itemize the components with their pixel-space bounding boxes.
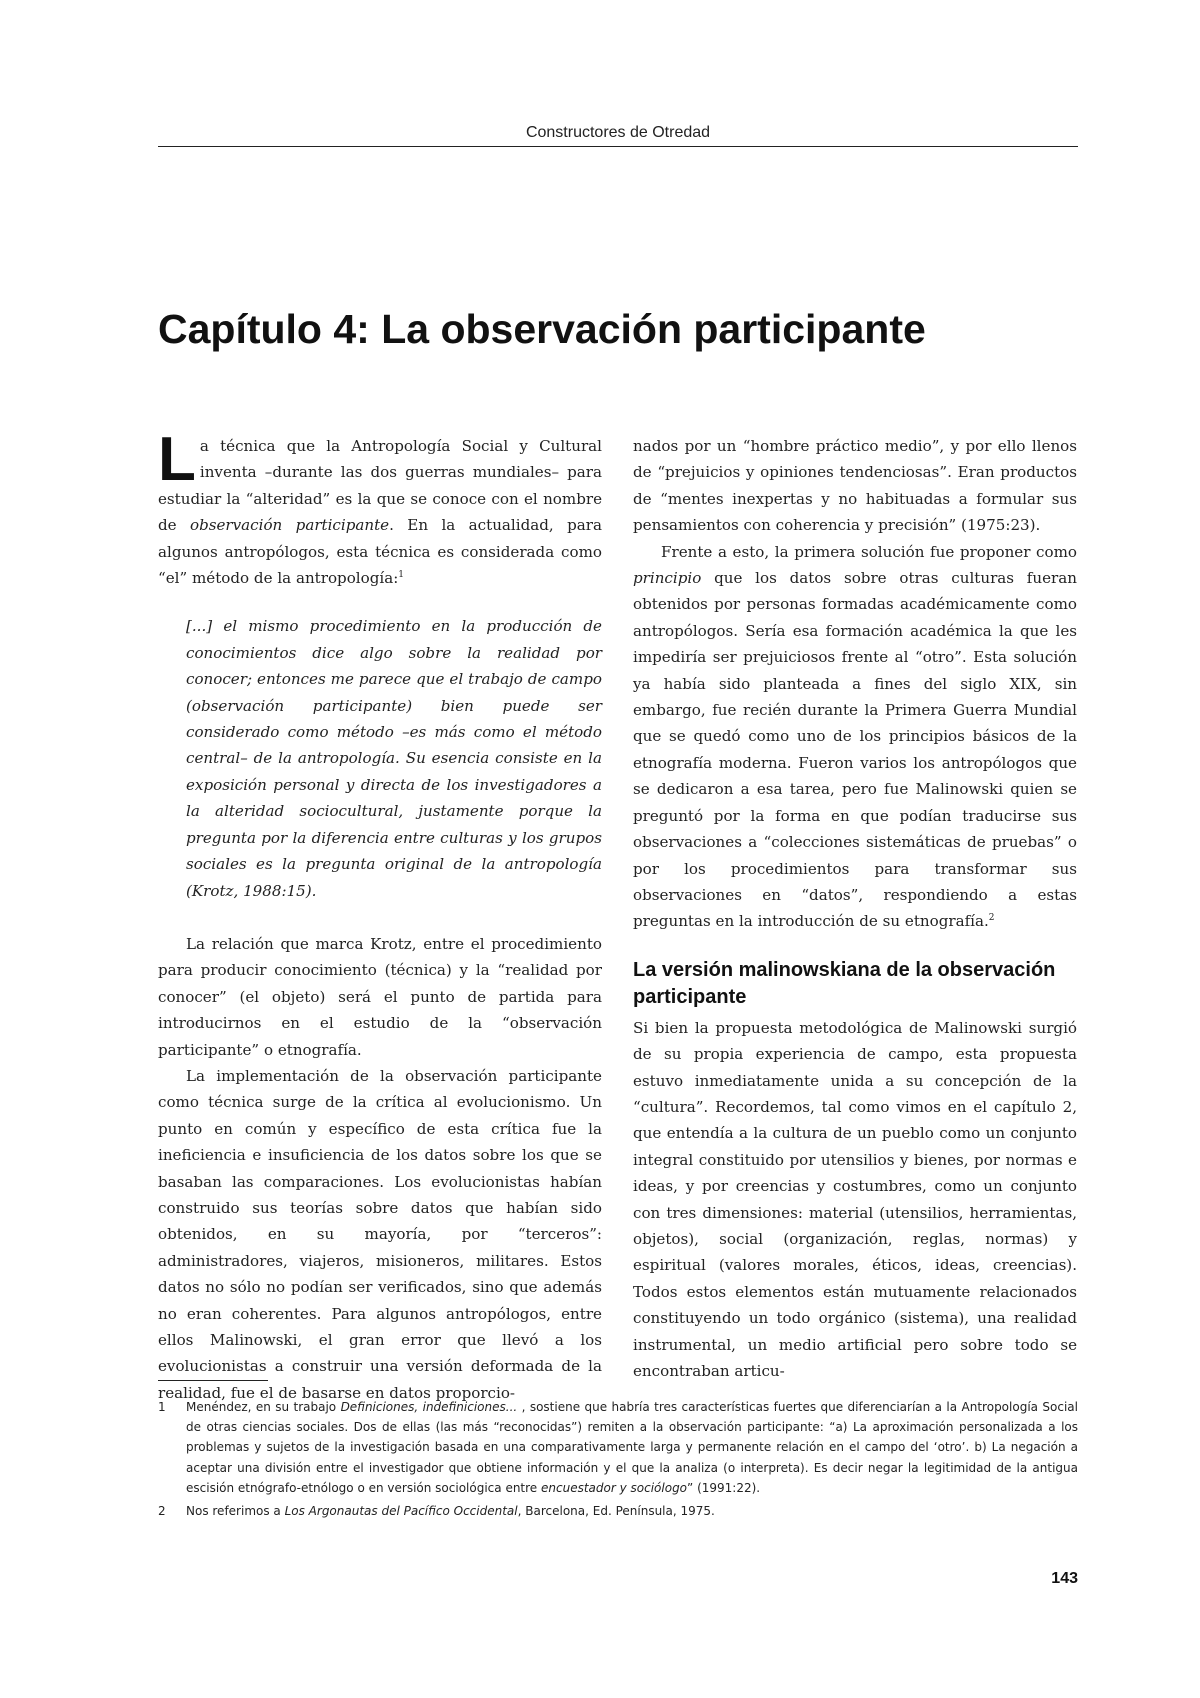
footnote-1 (158, 1397, 1078, 1498)
intro-text-a: a técnica que la Antropología Social y Cultural inventa –durante las dos guerras mundiales– para estudiar la “alteridad” es la que se conoce con el nombre de (158, 437, 602, 535)
left-column (158, 425, 602, 1406)
footnote-segment: , sostiene que habría tres características fuertes que diferenciarían a la Antropología Social de otras ciencias sociales. Dos de ellas (las más “reconocidas”) remiten a la observación participante: “a) La aproximación personalizada a los problemas y sujetos de la investigación basada en una comparativamente larga y permanente relación en el campo del ‘otro’. b) La negación a aceptar una división entre el investigador que obtiene información y el que la analiza (o interpreta). Es decir negar la legitimidad de la antigua escisión etnógrafo-etnólogo o en versión sociológica entre (186, 1400, 1078, 1495)
chapter-title: Capítulo 4: La observación participante (158, 306, 926, 352)
paragraph-krotz: La relación que marca Krotz, entre el procedimiento para producir conocimiento (técnica) y la “realidad por conocer” (el objeto) será el punto de partida para introducirnos en el estudio de la “observación participante” o etnografía. (158, 934, 602, 1059)
header-rule (158, 146, 1078, 147)
paragraph-continued: nados por un “hombre práctico medio”, y por ello llenos de “prejuicios y opiniones tendenciosas”. Eran productos de “mentes inexpertas y no habituadas a formular sus pensamientos con coherencia y precisión” (1975:23). (633, 437, 1077, 535)
footnote-text (186, 1501, 1078, 1521)
running-title: Constructores de Otredad (525, 124, 711, 141)
drop-cap: L (158, 425, 196, 494)
intro-paragraph (158, 425, 602, 591)
paragraph-cultura: Si bien la propuesta metodológica de Malinowski surgió de su propia experiencia de campo, esta propuesta estuvo inmediatamente unida a su concepción de la “cultura”. Recordemos, tal como vimos en el capítulo 2, que entendía a la cultura de un pueblo como un conjunto integral constituido por utensilios y bienes, por normas e ideas, y por creencias y costumbres, como un conjunto con tres dimensiones: material (utensilios, herramientas, objetos), social (organización, reglas, normas) y espiritual (valores morales, éticos, ideas, creencias). Todos estos elementos están mutuamente relacionados constituyendo un todo orgánico (sistema), una realidad instrumental, un medio artificial pero sobre todo se encontraban articu- (633, 1018, 1077, 1380)
footnote-ref-2[interactable]: 2 (988, 913, 995, 924)
footnote-2 (158, 1501, 1078, 1521)
block-quote: [...] el mismo procedimiento en la producción de conocimientos dice algo sobre la realidad por conocer; entonces me parece que el trabajo de campo (observación participante) bien puede ser considerado como método –es más como el método central– de la antropología. Su esencia consiste en la exposición personal y directa de los investigadores a la alteridad sociocultural, justamente porque la pregunta por la diferencia entre culturas y los grupos sociales es la pregunta original de la antropología (Krotz, 1988:15). (186, 617, 602, 900)
paragraph-evolucionismo: La implementación de la observación participante como técnica surge de la crítica al evolucionismo. Un punto en común y específico de esta crítica fue la ineficiencia e insuficiencia de los datos sobre los que se basaban las comparaciones. Los evolucionistas habían construido sus teorías sobre datos que habían sido obtenidos, en su mayoría, por “terceros”: administradores, viajeros, misioneros, militares. Estos datos no sólo no podían ser verificados, sino que además no eran coherentes. Para algunos antropólogos, entre ellos Malinowski, el gran error que llevó a los evolucionistas a construir una versión deformada de la realidad, fue el de basarse en datos proporcio- (158, 1066, 602, 1402)
footnote-segment: , Barcelona, Ed. Península, 1975. (517, 1504, 715, 1519)
intro-term: observación participante (190, 516, 390, 535)
footnote-segment: Menéndez, en su trabajo (186, 1400, 341, 1414)
footnote-rule (158, 1380, 268, 1381)
footnote-number: 2 (158, 1504, 166, 1519)
footnote-title: Los Argonautas del Pacífico Occidental (284, 1504, 518, 1519)
footnotes (158, 1397, 1078, 1524)
section-heading: La versión malinowskiana de la observación participante (633, 958, 1056, 1008)
footnote-number: 1 (158, 1400, 166, 1414)
page-number: 143 (1051, 1570, 1078, 1587)
intro-text-b: . En la actualidad, para algunos antropólogos, esta técnica es considerada como “el” método de la antropología: (158, 516, 602, 588)
footnote-text (186, 1397, 1078, 1498)
footnote-segment: Nos referimos a (186, 1504, 285, 1519)
solucion-text-a: Frente a esto, la primera solución fue proponer como (661, 542, 1077, 561)
paragraph-solucion (633, 539, 1077, 935)
solucion-text-b: que los datos sobre otras culturas fueran obtenidos por personas formadas académicamente como antropólogos. Sería esa formación académica la que les impediría ser prejuiciosos frente al “otro”. Esta solución ya había sido planteada a fines del siglo XIX, sin embargo, fue recién durante la Primera Guerra Mundial que se quedó como uno de los principios básicos de la etnografía moderna. Fueron varios los antropólogos que se dedicaron a esa tarea, pero fue Malinowski quien se preguntó por la forma en que podían traducirse sus observaciones a “colecciones sistemáticas de pruebas” o por los procedimientos para transformar sus observaciones en “datos”, respondiendo a estas preguntas en la introducción de su etnografía. (633, 569, 1077, 931)
footnote-ref-1[interactable]: 1 (398, 570, 405, 580)
right-column (633, 433, 1077, 1384)
footnote-title: Definiciones, indefiniciones... (340, 1400, 518, 1414)
footnote-term: encuestador y sociólogo (541, 1480, 688, 1495)
solucion-term: principio (633, 569, 702, 588)
footnote-segment: ” (1991:22). (687, 1480, 761, 1495)
